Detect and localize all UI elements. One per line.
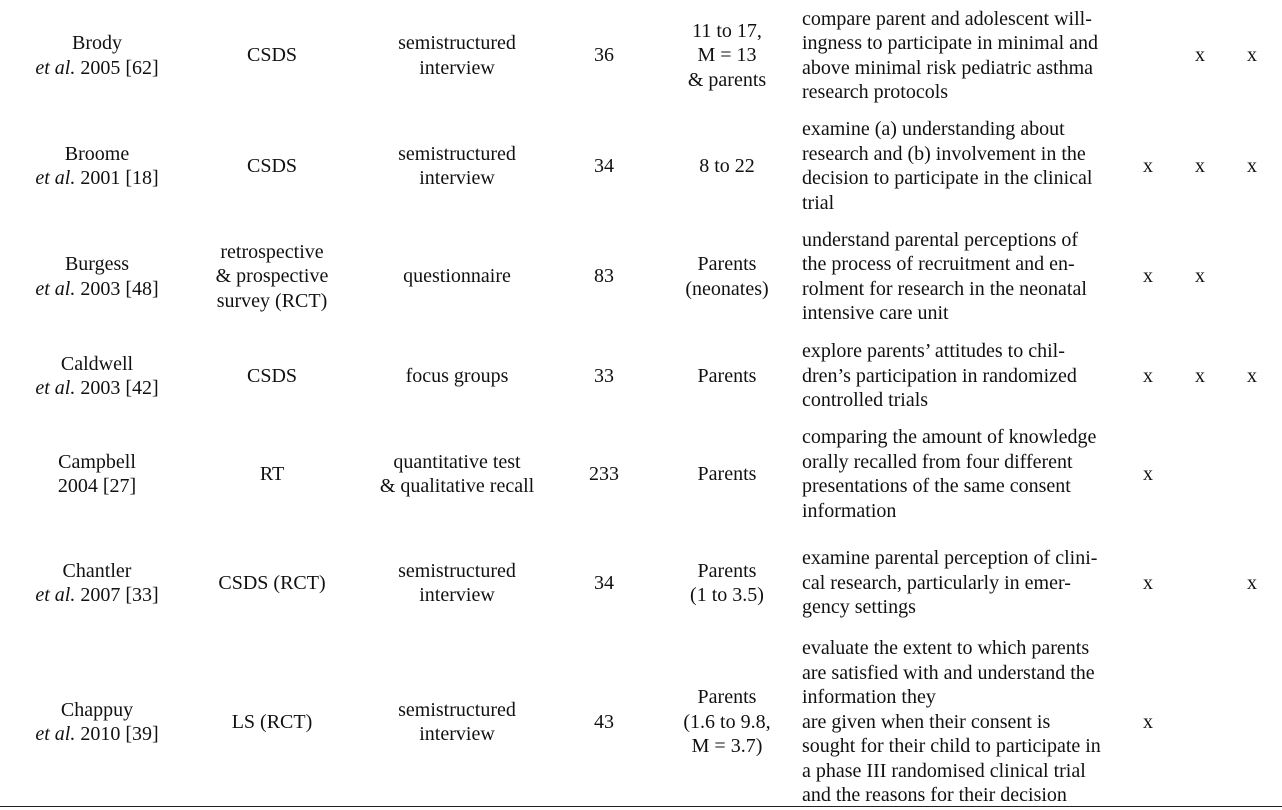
participants-cell-text bbox=[685, 252, 768, 301]
participants-cell-line: M = 3.7) bbox=[691, 735, 763, 758]
design-cell-text bbox=[247, 43, 297, 68]
table-row bbox=[0, 221, 1282, 332]
study-year-ref: 2001 [18] bbox=[75, 167, 159, 189]
table-row bbox=[0, 528, 1282, 638]
design-cell-line: retrospective bbox=[220, 240, 324, 263]
study-citation bbox=[35, 166, 158, 191]
purpose-cell-line: trial bbox=[802, 191, 835, 214]
method-cell-line: semistructured bbox=[398, 142, 516, 165]
design-cell-line: & prospective bbox=[215, 265, 329, 288]
participants-cell-text bbox=[688, 19, 766, 93]
mark-cell-3: x bbox=[1247, 364, 1257, 387]
purpose-cell-line: a phase III randomised clinical trial bbox=[802, 759, 1086, 782]
participants-cell-line: & parents bbox=[687, 68, 767, 91]
purpose-cell-line: ingness to participate in minimal and bbox=[802, 32, 1099, 54]
design-cell bbox=[192, 528, 352, 638]
study-author: Caldwell bbox=[60, 352, 134, 375]
method-cell-line: quantitative test bbox=[393, 450, 521, 473]
purpose-cell-line: examine (a) understanding about bbox=[802, 118, 1065, 140]
mark-cell-2: x bbox=[1195, 154, 1205, 177]
design-cell bbox=[192, 111, 352, 221]
participants-cell-line: (1.6 to 9.8, bbox=[683, 710, 771, 733]
purpose-cell bbox=[802, 528, 1130, 638]
mark-cell-1: x bbox=[1143, 571, 1153, 594]
study-cell bbox=[22, 0, 172, 111]
method-cell-line: focus groups bbox=[405, 364, 509, 387]
design-cell-line: CSDS bbox=[246, 154, 298, 177]
mark-cell-3 bbox=[1232, 221, 1272, 332]
method-cell-line: semistructured bbox=[398, 698, 516, 721]
purpose-cell-line: research and (b) involvement in the bbox=[802, 142, 1086, 165]
participants-cell bbox=[662, 221, 792, 332]
design-cell-line: CSDS (RCT) bbox=[218, 571, 326, 594]
purpose-cell-line: research protocols bbox=[802, 81, 949, 103]
purpose-cell-line: rolment for research in the neonatal bbox=[802, 277, 1087, 300]
method-cell bbox=[362, 0, 552, 111]
participants-cell-line: 11 to 17, bbox=[692, 19, 762, 42]
participants-cell-text bbox=[699, 154, 755, 179]
purpose-cell-text bbox=[802, 228, 1087, 326]
sample-size-cell: 34 bbox=[594, 571, 614, 594]
study-text bbox=[35, 252, 158, 301]
table-row bbox=[0, 420, 1282, 528]
study-citation bbox=[35, 583, 158, 608]
method-cell bbox=[362, 221, 552, 332]
mark-cell-2: x bbox=[1195, 364, 1205, 387]
study-year-ref: 2003 [42] bbox=[75, 377, 159, 399]
purpose-cell-line: orally recalled from four different bbox=[802, 450, 1073, 473]
study-etal: et al. bbox=[35, 167, 76, 189]
study-text bbox=[35, 559, 158, 608]
study-etal: et al. bbox=[35, 584, 76, 606]
mark-cell-2 bbox=[1180, 528, 1220, 638]
participants-cell-line: Parents bbox=[697, 559, 757, 582]
method-cell-line: semistructured bbox=[398, 559, 516, 582]
participants-cell-line: Parents bbox=[697, 253, 757, 275]
method-cell-text bbox=[406, 364, 509, 389]
method-cell-text bbox=[398, 142, 516, 191]
sample-size-cell: 83 bbox=[594, 265, 614, 288]
purpose-cell bbox=[802, 420, 1130, 528]
design-cell bbox=[192, 221, 352, 332]
purpose-cell-text bbox=[802, 546, 1097, 620]
purpose-cell bbox=[802, 111, 1130, 221]
purpose-cell-line: information they bbox=[802, 686, 936, 709]
method-cell-text bbox=[403, 264, 511, 289]
purpose-cell bbox=[802, 221, 1130, 332]
purpose-cell-line: gency settings bbox=[802, 596, 916, 619]
participants-cell-text bbox=[683, 685, 770, 759]
method-cell bbox=[362, 528, 552, 638]
study-citation bbox=[35, 722, 158, 747]
design-cell bbox=[192, 0, 352, 111]
participants-cell bbox=[662, 111, 792, 221]
method-cell bbox=[362, 638, 552, 806]
participants-cell-text bbox=[698, 364, 757, 389]
participants-cell bbox=[662, 420, 792, 528]
sample-size-cell: 233 bbox=[589, 462, 619, 485]
purpose-cell-line: understand parental perceptions of bbox=[802, 228, 1079, 251]
method-cell-line: questionnaire bbox=[403, 265, 511, 288]
purpose-cell-line: above minimal risk pediatric asthma bbox=[802, 56, 1094, 79]
method-cell-line: interview bbox=[419, 56, 495, 79]
mark-cell-3: x bbox=[1247, 154, 1257, 177]
study-cell bbox=[22, 221, 172, 332]
design-cell bbox=[192, 638, 352, 806]
purpose-cell-line: sought for their child to participate in bbox=[802, 735, 1101, 758]
participants-cell bbox=[662, 332, 792, 420]
participants-cell-line: Parents bbox=[697, 364, 757, 387]
participants-cell-line: (neonates) bbox=[685, 277, 769, 300]
design-cell-text bbox=[247, 154, 297, 179]
purpose-cell-line: comparing the amount of knowledge bbox=[802, 426, 1097, 448]
participants-cell-line: (1 to 3.5) bbox=[690, 584, 764, 606]
purpose-cell-text bbox=[802, 117, 1092, 215]
study-text bbox=[35, 142, 158, 191]
mark-cell-1: x bbox=[1143, 462, 1153, 485]
study-citation bbox=[35, 277, 158, 302]
study-cell bbox=[22, 332, 172, 420]
participants-cell-text bbox=[698, 462, 757, 487]
design-cell-line: survey (RCT) bbox=[216, 289, 328, 312]
method-cell-text bbox=[380, 450, 534, 499]
purpose-cell bbox=[802, 0, 1130, 111]
method-cell-line: & qualitative recall bbox=[379, 475, 535, 497]
mark-cell-1: x bbox=[1143, 710, 1153, 733]
table-row bbox=[0, 638, 1282, 806]
participants-cell bbox=[662, 638, 792, 806]
purpose-cell-line: cal research, particularly in emer- bbox=[802, 571, 1071, 594]
purpose-cell-line: decision to participate in the clinical bbox=[802, 167, 1093, 189]
method-cell bbox=[362, 111, 552, 221]
design-cell bbox=[192, 420, 352, 528]
study-year-ref: 2004 [27] bbox=[57, 475, 137, 497]
participants-cell-line: M = 13 bbox=[697, 44, 757, 67]
study-year-ref: 2005 [62] bbox=[75, 56, 159, 79]
method-cell-text bbox=[398, 559, 516, 608]
purpose-cell-text bbox=[802, 7, 1098, 105]
purpose-cell-text bbox=[802, 339, 1077, 413]
mark-cell-3 bbox=[1232, 638, 1272, 806]
study-etal: et al. bbox=[35, 723, 76, 745]
purpose-cell-line: examine parental perception of clini- bbox=[802, 547, 1098, 570]
mark-cell-2: x bbox=[1195, 265, 1205, 288]
method-cell-line: interview bbox=[419, 584, 495, 606]
study-text bbox=[35, 698, 158, 747]
design-cell-line: CSDS bbox=[246, 364, 298, 387]
purpose-cell-line: presentations of the same consent bbox=[802, 475, 1071, 497]
study-author: Broome bbox=[64, 142, 130, 165]
sample-size-cell: 34 bbox=[594, 154, 614, 177]
study-citation bbox=[58, 474, 136, 499]
purpose-cell-line: evaluate the extent to which parents bbox=[802, 637, 1090, 660]
study-author: Brody bbox=[71, 32, 122, 54]
purpose-cell-line: controlled trials bbox=[802, 389, 929, 412]
purpose-cell-line: intensive care unit bbox=[802, 302, 949, 324]
design-cell-text bbox=[260, 462, 284, 487]
purpose-cell-line: the process of recruitment and en- bbox=[802, 253, 1075, 275]
purpose-cell bbox=[802, 638, 1130, 806]
method-cell-line: interview bbox=[419, 167, 495, 189]
design-cell-text bbox=[216, 240, 329, 314]
purpose-cell-line: information bbox=[802, 499, 897, 522]
study-etal: et al. bbox=[35, 377, 76, 399]
participants-cell-text bbox=[690, 559, 764, 608]
purpose-cell-text bbox=[802, 425, 1096, 523]
mark-cell-1 bbox=[1128, 0, 1168, 111]
purpose-cell-line: are satisfied with and understand the bbox=[802, 661, 1095, 684]
method-cell-text bbox=[398, 31, 516, 80]
study-author: Chantler bbox=[62, 559, 132, 582]
purpose-cell-line: and the reasons for their decision bbox=[802, 784, 1067, 807]
study-year-ref: 2010 [39] bbox=[75, 723, 159, 745]
mark-cell-2 bbox=[1180, 420, 1220, 528]
study-cell bbox=[22, 111, 172, 221]
design-cell bbox=[192, 332, 352, 420]
sample-size-cell: 43 bbox=[594, 710, 614, 733]
table-row bbox=[0, 111, 1282, 221]
design-cell-text bbox=[218, 571, 325, 596]
study-text bbox=[35, 31, 158, 80]
purpose-cell-line: dren’s participation in randomized bbox=[802, 364, 1077, 387]
purpose-cell-line: are given when their consent is bbox=[802, 710, 1051, 733]
study-author: Chappuy bbox=[60, 698, 134, 721]
study-author: Burgess bbox=[64, 253, 130, 275]
purpose-cell bbox=[802, 332, 1130, 420]
participants-cell bbox=[662, 528, 792, 638]
study-etal: et al. bbox=[35, 277, 76, 300]
purpose-cell-line: compare parent and adolescent will- bbox=[802, 7, 1092, 30]
participants-cell bbox=[662, 0, 792, 111]
sample-size-cell: 36 bbox=[594, 44, 614, 67]
mark-cell-3: x bbox=[1247, 571, 1257, 594]
mark-cell-2 bbox=[1180, 638, 1220, 806]
mark-cell-1: x bbox=[1143, 364, 1153, 387]
purpose-cell-text bbox=[802, 636, 1101, 808]
study-cell bbox=[22, 638, 172, 806]
study-year-ref: 2007 [33] bbox=[75, 584, 159, 606]
design-cell-line: LS (RCT) bbox=[231, 710, 313, 733]
method-cell bbox=[362, 332, 552, 420]
table-row bbox=[0, 0, 1282, 111]
method-cell-text bbox=[398, 698, 516, 747]
method-cell-line: semistructured bbox=[398, 32, 516, 54]
study-year-ref: 2003 [48] bbox=[75, 277, 159, 300]
mark-cell-3 bbox=[1232, 420, 1272, 528]
study-author: Campbell bbox=[58, 450, 136, 473]
sample-size-cell: 33 bbox=[594, 364, 614, 387]
mark-cell-2: x bbox=[1195, 44, 1205, 67]
design-cell-line: CSDS bbox=[246, 44, 298, 67]
table-bottom-rule bbox=[0, 806, 1282, 807]
participants-cell-line: 8 to 22 bbox=[699, 154, 755, 177]
table-row bbox=[0, 332, 1282, 420]
design-cell-line: RT bbox=[259, 462, 285, 485]
study-citation bbox=[35, 376, 158, 401]
study-cell bbox=[22, 528, 172, 638]
study-text bbox=[58, 450, 136, 499]
mark-cell-3: x bbox=[1247, 44, 1257, 67]
study-cell bbox=[22, 420, 172, 528]
method-cell-line: interview bbox=[419, 723, 495, 745]
participants-cell-line: Parents bbox=[697, 686, 757, 709]
mark-cell-1: x bbox=[1143, 154, 1153, 177]
design-cell-text bbox=[247, 364, 297, 389]
participants-cell-line: Parents bbox=[697, 462, 757, 485]
study-text bbox=[35, 352, 158, 401]
study-etal: et al. bbox=[35, 56, 76, 79]
mark-cell-1: x bbox=[1143, 265, 1153, 288]
study-citation bbox=[35, 56, 158, 81]
purpose-cell-line: explore parents’ attitudes to chil- bbox=[802, 340, 1065, 363]
design-cell-text bbox=[232, 710, 313, 735]
method-cell bbox=[362, 420, 552, 528]
